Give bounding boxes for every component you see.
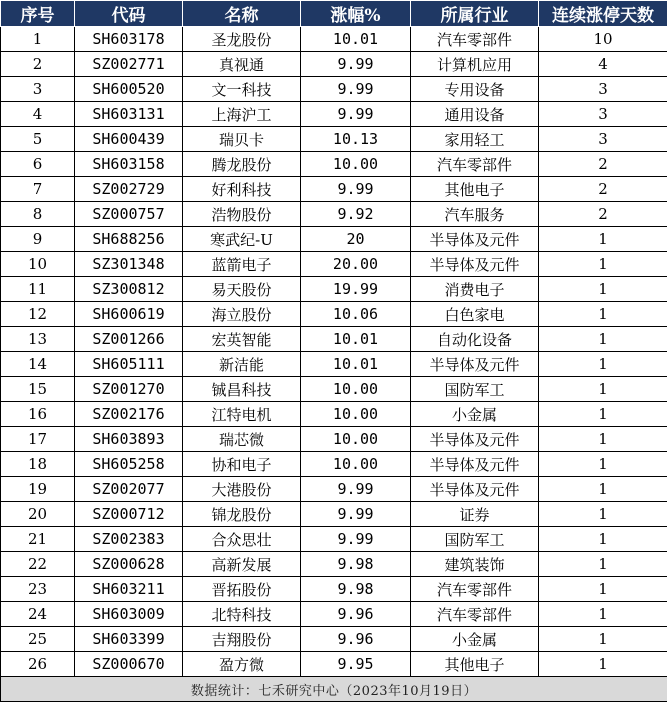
cell-index: 14 xyxy=(1,352,75,377)
cell-code: SZ000712 xyxy=(75,502,183,527)
cell-change: 10.01 xyxy=(301,27,411,52)
cell-streak: 1 xyxy=(539,602,667,627)
cell-streak: 1 xyxy=(539,577,667,602)
cell-streak: 1 xyxy=(539,652,667,677)
cell-code: SH600619 xyxy=(75,302,183,327)
cell-name: 文一科技 xyxy=(183,77,301,102)
table-row[interactable] xyxy=(1,552,667,577)
cell-code: SH603211 xyxy=(75,577,183,602)
cell-name: 蓝箭电子 xyxy=(183,252,301,277)
cell-change: 20 xyxy=(301,227,411,252)
cell-streak: 3 xyxy=(539,127,667,152)
cell-name: 合众思壮 xyxy=(183,527,301,552)
header-change[interactable]: 涨幅% xyxy=(301,1,411,27)
table-row[interactable] xyxy=(1,652,667,677)
cell-index: 19 xyxy=(1,477,75,502)
table-row[interactable] xyxy=(1,252,667,277)
cell-streak: 2 xyxy=(539,177,667,202)
cell-change: 9.96 xyxy=(301,627,411,652)
header-streak[interactable]: 连续涨停天数 xyxy=(539,1,667,27)
cell-industry: 小金属 xyxy=(411,402,539,427)
cell-index: 8 xyxy=(1,202,75,227)
table-row[interactable] xyxy=(1,277,667,302)
table-row[interactable] xyxy=(1,502,667,527)
cell-streak: 1 xyxy=(539,252,667,277)
cell-index: 24 xyxy=(1,602,75,627)
cell-code: SH603893 xyxy=(75,427,183,452)
table-row[interactable] xyxy=(1,452,667,477)
cell-code: SZ002176 xyxy=(75,402,183,427)
cell-streak: 1 xyxy=(539,402,667,427)
table-row[interactable] xyxy=(1,127,667,152)
cell-change: 9.96 xyxy=(301,602,411,627)
cell-streak: 1 xyxy=(539,552,667,577)
cell-change: 20.00 xyxy=(301,252,411,277)
cell-name: 铖昌科技 xyxy=(183,377,301,402)
cell-streak: 1 xyxy=(539,477,667,502)
cell-name: 易天股份 xyxy=(183,277,301,302)
data-source-note: 数据统计：七禾研究中心（2023年10月19日） xyxy=(1,677,667,702)
cell-industry: 白色家电 xyxy=(411,302,539,327)
cell-index: 6 xyxy=(1,152,75,177)
cell-index: 17 xyxy=(1,427,75,452)
table-row[interactable] xyxy=(1,627,667,652)
cell-name: 瑞芯微 xyxy=(183,427,301,452)
table-row[interactable] xyxy=(1,427,667,452)
cell-code: SH603178 xyxy=(75,27,183,52)
header-name[interactable]: 名称 xyxy=(183,1,301,27)
cell-industry: 建筑装饰 xyxy=(411,552,539,577)
cell-index: 23 xyxy=(1,577,75,602)
table-row[interactable] xyxy=(1,27,667,52)
cell-index: 18 xyxy=(1,452,75,477)
table-row[interactable] xyxy=(1,602,667,627)
cell-change: 9.99 xyxy=(301,177,411,202)
table-row[interactable] xyxy=(1,527,667,552)
cell-name: 晋拓股份 xyxy=(183,577,301,602)
cell-name: 寒武纪-U xyxy=(183,227,301,252)
cell-industry: 通用设备 xyxy=(411,102,539,127)
cell-change: 10.01 xyxy=(301,352,411,377)
table-row[interactable] xyxy=(1,177,667,202)
cell-index: 2 xyxy=(1,52,75,77)
cell-code: SZ000757 xyxy=(75,202,183,227)
cell-change: 9.99 xyxy=(301,52,411,77)
cell-industry: 汽车零部件 xyxy=(411,602,539,627)
cell-industry: 汽车零部件 xyxy=(411,577,539,602)
cell-streak: 2 xyxy=(539,152,667,177)
cell-code: SH600520 xyxy=(75,77,183,102)
cell-change: 9.99 xyxy=(301,77,411,102)
cell-code: SH603399 xyxy=(75,627,183,652)
cell-streak: 1 xyxy=(539,302,667,327)
cell-index: 7 xyxy=(1,177,75,202)
cell-industry: 小金属 xyxy=(411,627,539,652)
cell-name: 圣龙股份 xyxy=(183,27,301,52)
cell-index: 13 xyxy=(1,327,75,352)
cell-industry: 半导体及元件 xyxy=(411,352,539,377)
cell-index: 20 xyxy=(1,502,75,527)
cell-industry: 半导体及元件 xyxy=(411,452,539,477)
cell-code: SZ000628 xyxy=(75,552,183,577)
cell-name: 大港股份 xyxy=(183,477,301,502)
cell-name: 宏英智能 xyxy=(183,327,301,352)
cell-code: SH688256 xyxy=(75,227,183,252)
cell-index: 5 xyxy=(1,127,75,152)
cell-name: 瑞贝卡 xyxy=(183,127,301,152)
cell-name: 新洁能 xyxy=(183,352,301,377)
cell-streak: 1 xyxy=(539,452,667,477)
cell-name: 协和电子 xyxy=(183,452,301,477)
cell-code: SH605258 xyxy=(75,452,183,477)
cell-change: 10.06 xyxy=(301,302,411,327)
cell-change: 9.95 xyxy=(301,652,411,677)
cell-industry: 汽车服务 xyxy=(411,202,539,227)
cell-industry: 半导体及元件 xyxy=(411,227,539,252)
cell-index: 1 xyxy=(1,27,75,52)
cell-change: 10.00 xyxy=(301,402,411,427)
cell-industry: 家用轻工 xyxy=(411,127,539,152)
cell-industry: 计算机应用 xyxy=(411,52,539,77)
cell-streak: 10 xyxy=(539,27,667,52)
table-row[interactable] xyxy=(1,302,667,327)
header-index[interactable]: 序号 xyxy=(1,1,75,27)
cell-index: 26 xyxy=(1,652,75,677)
cell-index: 15 xyxy=(1,377,75,402)
cell-change: 10.13 xyxy=(301,127,411,152)
cell-index: 21 xyxy=(1,527,75,552)
cell-code: SZ002771 xyxy=(75,52,183,77)
cell-change: 10.01 xyxy=(301,327,411,352)
cell-change: 9.99 xyxy=(301,527,411,552)
cell-index: 9 xyxy=(1,227,75,252)
cell-change: 9.99 xyxy=(301,102,411,127)
cell-industry: 半导体及元件 xyxy=(411,252,539,277)
cell-industry: 专用设备 xyxy=(411,77,539,102)
table-row[interactable] xyxy=(1,152,667,177)
cell-industry: 消费电子 xyxy=(411,277,539,302)
cell-change: 10.00 xyxy=(301,452,411,477)
cell-streak: 1 xyxy=(539,427,667,452)
table-row[interactable] xyxy=(1,352,667,377)
cell-streak: 4 xyxy=(539,52,667,77)
cell-change: 9.98 xyxy=(301,577,411,602)
cell-index: 12 xyxy=(1,302,75,327)
cell-code: SZ001270 xyxy=(75,377,183,402)
cell-name: 高新发展 xyxy=(183,552,301,577)
table-row[interactable] xyxy=(1,377,667,402)
cell-index: 25 xyxy=(1,627,75,652)
cell-code: SZ002077 xyxy=(75,477,183,502)
table-row[interactable] xyxy=(1,202,667,227)
cell-industry: 其他电子 xyxy=(411,177,539,202)
table-row[interactable] xyxy=(1,577,667,602)
cell-streak: 1 xyxy=(539,352,667,377)
table-row[interactable] xyxy=(1,402,667,427)
cell-code: SH603131 xyxy=(75,102,183,127)
cell-index: 4 xyxy=(1,102,75,127)
cell-streak: 1 xyxy=(539,327,667,352)
cell-industry: 汽车零部件 xyxy=(411,152,539,177)
cell-code: SZ000670 xyxy=(75,652,183,677)
cell-industry: 国防军工 xyxy=(411,527,539,552)
cell-index: 11 xyxy=(1,277,75,302)
cell-name: 真视通 xyxy=(183,52,301,77)
cell-streak: 3 xyxy=(539,102,667,127)
cell-industry: 半导体及元件 xyxy=(411,427,539,452)
cell-code: SH600439 xyxy=(75,127,183,152)
cell-code: SH605111 xyxy=(75,352,183,377)
cell-name: 盈方微 xyxy=(183,652,301,677)
cell-industry: 其他电子 xyxy=(411,652,539,677)
cell-code: SZ300812 xyxy=(75,277,183,302)
cell-streak: 1 xyxy=(539,227,667,252)
table-row[interactable] xyxy=(1,227,667,252)
cell-streak: 1 xyxy=(539,502,667,527)
table-row[interactable] xyxy=(1,52,667,77)
cell-streak: 1 xyxy=(539,277,667,302)
cell-index: 3 xyxy=(1,77,75,102)
cell-streak: 1 xyxy=(539,627,667,652)
cell-streak: 2 xyxy=(539,202,667,227)
cell-change: 10.00 xyxy=(301,152,411,177)
cell-code: SZ001266 xyxy=(75,327,183,352)
cell-code: SZ301348 xyxy=(75,252,183,277)
footer-row xyxy=(1,677,667,702)
cell-name: 北特科技 xyxy=(183,602,301,627)
cell-code: SZ002383 xyxy=(75,527,183,552)
header-row xyxy=(1,1,667,27)
cell-industry: 汽车零部件 xyxy=(411,27,539,52)
cell-industry: 半导体及元件 xyxy=(411,477,539,502)
cell-index: 22 xyxy=(1,552,75,577)
table-row[interactable] xyxy=(1,102,667,127)
header-code[interactable]: 代码 xyxy=(75,1,183,27)
cell-change: 9.92 xyxy=(301,202,411,227)
cell-name: 吉翔股份 xyxy=(183,627,301,652)
cell-code: SH603158 xyxy=(75,152,183,177)
cell-change: 19.99 xyxy=(301,277,411,302)
table-row[interactable] xyxy=(1,77,667,102)
cell-change: 9.99 xyxy=(301,502,411,527)
cell-name: 好利科技 xyxy=(183,177,301,202)
table-row[interactable] xyxy=(1,327,667,352)
cell-streak: 1 xyxy=(539,527,667,552)
cell-name: 江特电机 xyxy=(183,402,301,427)
cell-streak: 1 xyxy=(539,377,667,402)
cell-name: 上海沪工 xyxy=(183,102,301,127)
cell-index: 16 xyxy=(1,402,75,427)
cell-change: 9.99 xyxy=(301,477,411,502)
cell-name: 锦龙股份 xyxy=(183,502,301,527)
cell-streak: 3 xyxy=(539,77,667,102)
header-industry[interactable]: 所属行业 xyxy=(411,1,539,27)
cell-industry: 自动化设备 xyxy=(411,327,539,352)
cell-code: SH603009 xyxy=(75,602,183,627)
cell-index: 10 xyxy=(1,252,75,277)
table-row[interactable] xyxy=(1,477,667,502)
cell-name: 腾龙股份 xyxy=(183,152,301,177)
cell-name: 浩物股份 xyxy=(183,202,301,227)
cell-industry: 国防军工 xyxy=(411,377,539,402)
cell-industry: 证券 xyxy=(411,502,539,527)
cell-change: 10.00 xyxy=(301,427,411,452)
cell-name: 海立股份 xyxy=(183,302,301,327)
cell-change: 9.98 xyxy=(301,552,411,577)
cell-change: 10.00 xyxy=(301,377,411,402)
table-body xyxy=(1,27,667,677)
cell-code: SZ002729 xyxy=(75,177,183,202)
